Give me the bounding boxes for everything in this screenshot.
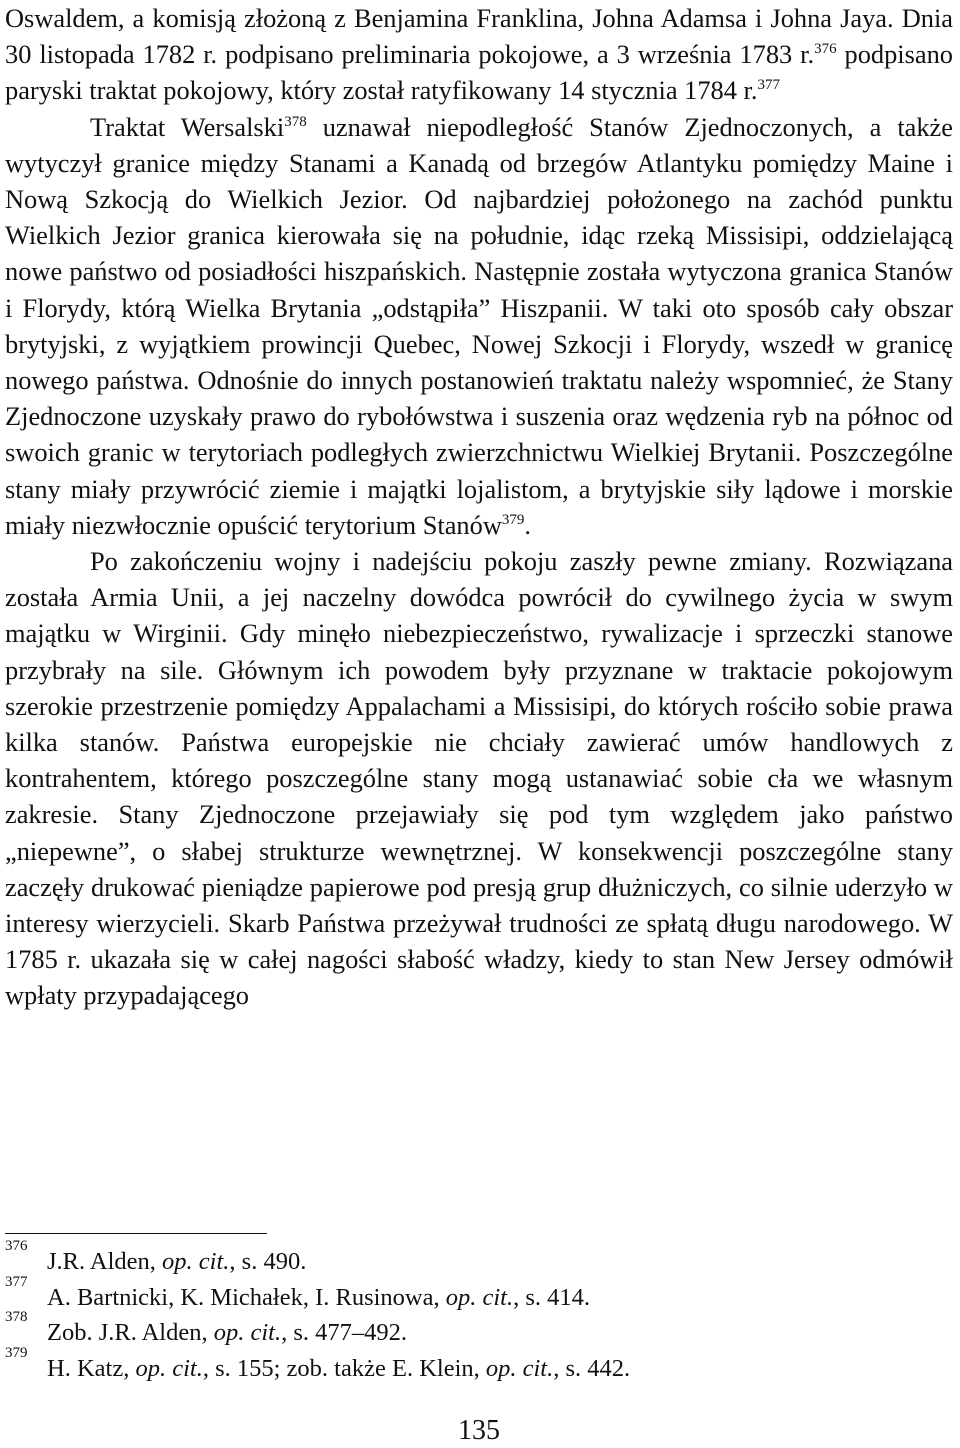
paragraph	[5, 109, 953, 543]
footnote-text	[47, 1315, 407, 1351]
footnote-text	[47, 1244, 306, 1280]
citation-text: , s. 442.	[553, 1354, 631, 1382]
footnote	[5, 1273, 953, 1316]
citation-text: , s. 155; zob. także E. Klein,	[202, 1354, 486, 1382]
page-number: 135	[458, 1415, 500, 1446]
citation-abbreviation: op. cit.	[162, 1248, 230, 1275]
citation-abbreviation: op. cit.	[485, 1354, 554, 1382]
citation-text: H. Katz,	[47, 1354, 136, 1382]
paragraph-text: Oswaldem, a komisją złożoną z Benjamina Franklina, Johna Adamsa i Johna Jaya. Dnia 30 listopada 1782 r. podpisano preliminaria pokojowe, a 3 września 1783 r.	[5, 3, 953, 70]
paragraph-text: uznawał niepodległość Stanów Zjednoczonych, a także wytyczył granice między Stanami a Kanadą od brzegów Atlantyku pomiędzy Maine i Nową Szkocją do Wielkich Jezior. Od najbardziej położonego na zachód punktu Wielkich Jezior granica kierowała się na południe, idąc rzeką Missisipi, oddzielającą nowe państwo od posiadłości hiszpańskich. Następnie została wytyczona granica Stanów i Florydy, którą Wielka Brytania „odstąpiła” Hiszpanii. W taki oto sposób cały obszar brytyjski, z wyjątkiem prowincji Quebec, Nowej Szkocji i Florydy, wszedł w granicę nowego państwa. Odnośnie do innych postanowień traktatu należy wspomnieć, że Stany Zjednoczone uzyskały prawo do rybołówstwa i suszenia oraz wędzenia ryb na północ od swoich granic w terytoriach podległych zwierzchnictwu Wielkiej Brytanii. Poszczególne stany miały przywrócić ziemie i majątki lojalistom, a brytyjskie siły lądowe i morskie miały niezwłocznie opuścić terytorium Stanów	[5, 111, 953, 540]
footnote	[5, 1344, 953, 1387]
paragraph	[5, 0, 953, 109]
footnote-number: 377	[5, 1273, 28, 1290]
citation-abbreviation: op. cit.	[213, 1319, 282, 1346]
footnote-separator	[5, 1233, 267, 1234]
footnotes	[5, 1238, 953, 1386]
citation-text: , s. 414.	[513, 1283, 591, 1311]
paragraph-text: Traktat Wersalski	[90, 111, 285, 142]
footnote-reference: 376	[814, 41, 837, 58]
paragraph-text: .	[524, 509, 531, 540]
footnote-reference: 379	[501, 511, 525, 528]
footnote-text	[47, 1280, 590, 1316]
footnote	[5, 1238, 953, 1280]
paragraph	[5, 543, 953, 1014]
citation-text: , s. 490.	[229, 1248, 307, 1275]
footnote-number: 378	[5, 1309, 28, 1325]
main-text	[5, 0, 953, 1014]
footnote-number: 379	[5, 1344, 28, 1361]
citation-text: Zob. J.R. Alden,	[47, 1319, 214, 1346]
footnote-text	[47, 1351, 630, 1387]
citation-text: , s. 477–492.	[281, 1319, 408, 1346]
footnote-number: 376	[5, 1238, 28, 1254]
citation-text: A. Bartnicki, K. Michałek, I. Rusinowa,	[47, 1283, 446, 1311]
citation-abbreviation: op. cit.	[135, 1354, 203, 1382]
paragraph-text: Po zakończeniu wojny i nadejściu pokoju zaszły pewne zmiany. Rozwiązana została Armia Unii, a jej naczelny dowódca powrócił do cywilnego życia w swym majątku w Wirginii. Gdy minęło niebezpieczeństwo, rywalizacje i sprzeczki stanowe przybrały na sile. Głównym ich powodem były przyznane w traktacie pokojowym szerokie przestrzenie pomiędzy Appalachami a Missisipi, do których rościło sobie prawa kilka stanów. Państwa europejskie nie chciały zawierać umów handlowych z kontrahentem, którego poszczególne stany mogą ustanawiać sobie cła we własnym zakresie. Stany Zjednoczone przejawiały się pod tym względem jako państwo „niepewne”, o słabej strukturze wewnętrznej. W konsekwencji poszczególne stany zaczęły drukować pieniądze papierowe pod presją grup dłużniczych, co silnie uderzyło w interesy wierzycieli. Skarb Państwa przeżywał trudności ze spłatą długu narodowego. W 1785 r. ukazała się w całej nagości słabość władzy, kiedy to stan New Jersey odmówił wpłaty przypadającego	[5, 546, 953, 1011]
paragraph-text: podpisano paryski traktat pokojowy, który został ratyfikowany 14 stycznia 1784 r.	[5, 39, 953, 106]
footnote-reference: 377	[757, 77, 780, 94]
footnote-reference: 378	[284, 113, 307, 130]
citation-text: J.R. Alden,	[47, 1248, 163, 1275]
footnote	[5, 1309, 953, 1351]
book-page	[5, 0, 953, 1448]
citation-abbreviation: op. cit.	[445, 1283, 514, 1311]
